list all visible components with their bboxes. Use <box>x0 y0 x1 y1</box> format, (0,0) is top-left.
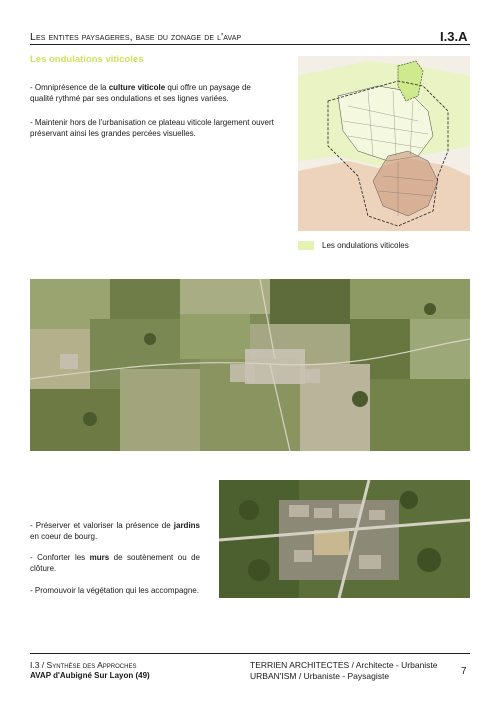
zoning-map <box>298 56 470 231</box>
paragraph-plateau: - Maintenir hors de l'urbanisation ce plateau viticole largement ouvert préservant ainsi les grandes percées visuelles. <box>30 118 274 138</box>
page-number: 7 <box>461 666 467 677</box>
header-rule <box>30 44 470 45</box>
footer-credit-architect: TERRIEN ARCHITECTES / Architecte - Urbaniste <box>250 660 438 670</box>
paragraph-vegetation: - Promouvoir la végétation qui les accompagne. <box>30 586 199 595</box>
paragraph-murs: - Conforter les murs de soutènement ou de clôture. <box>30 553 201 573</box>
section-title: Les ondulations viticoles <box>30 54 144 65</box>
header-code: I.3.A <box>440 29 468 44</box>
aerial-photo-vineyards <box>30 279 470 451</box>
header-title: Les entites paysageres, base du zonage de l'avap <box>30 31 242 43</box>
footer-chapter: I.3 / Synthèse des Approches <box>30 660 137 670</box>
aerial-photo-village <box>219 480 470 598</box>
paragraph-culture-viticole: - Omniprésence de la culture viticole qui offre un paysage de qualité rythmé par ses ondulations et ses lignes variées. <box>30 83 251 103</box>
paragraph-jardins: - Préserver et valoriser la présence de jardins en coeur de bourg. <box>30 521 200 541</box>
footer-credit-urbanist: URBAN'ISM / Urbaniste - Paysagiste <box>250 671 390 681</box>
footer-rule <box>30 653 470 654</box>
legend-label: Les ondulations viticoles <box>322 241 409 250</box>
footer-document: AVAP d'Aubigné Sur Layon (49) <box>30 671 150 680</box>
legend-swatch <box>298 241 314 250</box>
